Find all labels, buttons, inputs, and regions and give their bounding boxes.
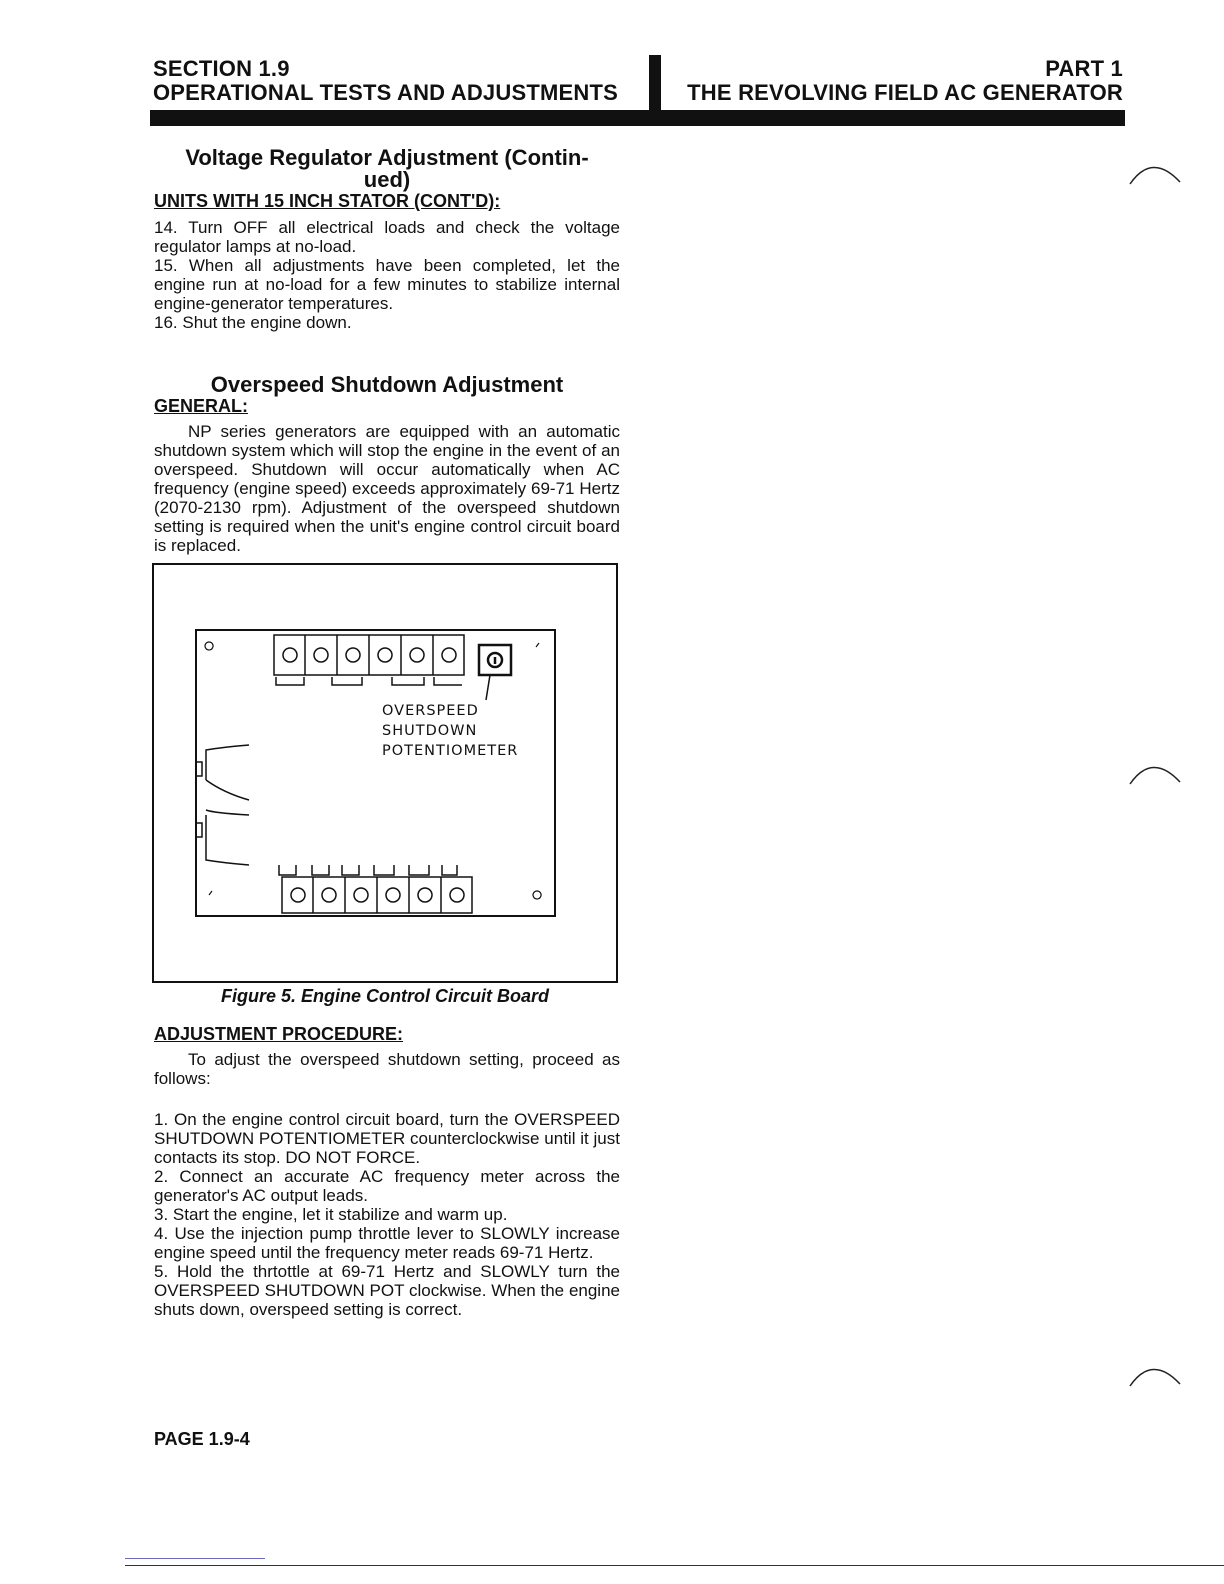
header-right	[687, 57, 1123, 105]
figure-label-shutdown: SHUTDOWN	[382, 723, 478, 739]
section-number: SECTION 1.9	[153, 56, 290, 81]
list-item: 5. Hold the thrtottle at 69-71 Hertz and SLOWLY turn the OVERSPEED SHUTDOWN POT clockwise. When the engine shuts down, overspeed setting is correct.	[154, 1262, 620, 1319]
top-terminal-strip	[274, 635, 464, 685]
list-item: 1. On the engine control circuit board, turn the OVERSPEED SHUTDOWN POTENTIOMETER counterclockwise until it just contacts its stop. DO NOT FORCE.	[154, 1110, 620, 1167]
part-number: PART 1	[1045, 56, 1123, 81]
figure-caption: Figure 5. Engine Control Circuit Board	[220, 986, 550, 1006]
part-title: THE REVOLVING FIELD AC GENERATOR	[687, 80, 1123, 105]
bottom-terminal-strip	[279, 865, 472, 913]
list-item: 4. Use the injection pump throttle lever to SLOWLY increase engine speed until the frequency meter reads 69-71 Hertz.	[154, 1224, 620, 1262]
circuit-board-outline	[196, 630, 555, 916]
figure-label-potentiometer: POTENTIOMETER	[382, 743, 519, 759]
overspeed-title: Overspeed Shutdown Adjustment	[210, 372, 564, 397]
figure-label-overspeed: OVERSPEED	[382, 703, 479, 719]
procedure-heading: ADJUSTMENT PROCEDURE:	[154, 1024, 404, 1044]
stator-subheading: UNITS WITH 15 INCH STATOR (CONT'D):	[154, 191, 501, 211]
header-bar	[150, 110, 1125, 126]
binder-hole-mark-3	[1128, 1360, 1188, 1390]
binder-hole-mark-1	[1128, 158, 1188, 188]
bottom-rule-short	[125, 1558, 265, 1559]
overspeed-potentiometer	[479, 645, 511, 700]
figure-frame	[152, 563, 618, 983]
list-item: 2. Connect an accurate AC frequency meter across the generator's AC output leads.	[154, 1167, 620, 1205]
overspeed-section	[154, 374, 620, 555]
voltage-regulator-title: Voltage Regulator Adjustment (Contin- ued)	[185, 145, 589, 192]
voltage-regulator-section	[154, 147, 620, 332]
section-title: OPERATIONAL TESTS AND ADJUSTMENTS	[153, 80, 618, 105]
mounting-holes	[205, 642, 541, 899]
binder-hole-mark-2	[1128, 758, 1188, 788]
list-item: 16. Shut the engine down.	[154, 313, 352, 332]
general-heading: GENERAL:	[154, 396, 248, 416]
procedure-intro: To adjust the overspeed shutdown setting, proceed as follows:	[154, 1050, 620, 1088]
general-paragraph: NP series generators are equipped with an automatic shutdown system which will stop the engine in the event of an overspeed. Shutdown will occur automatically when AC frequency (engine speed) exceeds approximately 69-71 Hertz (2070-2130 rpm). Adjustment of the overspeed shutdown setting is required when the unit's engine control circuit board is replaced.	[154, 422, 620, 555]
procedure-section	[154, 1024, 620, 1319]
bottom-rule	[125, 1565, 1224, 1566]
circuit-board-diagram	[154, 565, 616, 981]
voltage-regulator-steps	[154, 218, 620, 332]
left-connectors	[196, 745, 249, 865]
list-item: 14. Turn OFF all electrical loads and check the voltage regulator lamps at no-load.	[154, 218, 620, 256]
list-item: 15. When all adjustments have been completed, let the engine run at no-load for a few minutes to stabilize internal engine-generator temperatures.	[154, 256, 620, 313]
page-number: PAGE 1.9-4	[154, 1429, 250, 1449]
list-item: 3. Start the engine, let it stabilize and warm up.	[154, 1205, 508, 1224]
header-left	[153, 57, 618, 105]
procedure-steps	[154, 1110, 620, 1319]
